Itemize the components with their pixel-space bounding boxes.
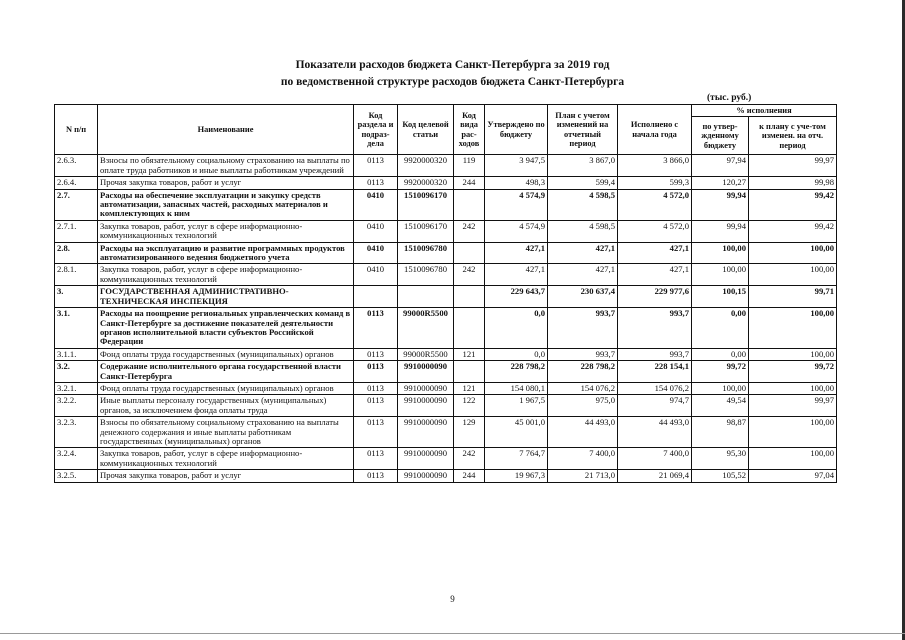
cell-target-code: 99000R5500: [398, 348, 454, 360]
cell-approved: 4 574,9: [485, 220, 548, 242]
cell-approved: 1 967,5: [485, 395, 548, 417]
cell-section-code: 0113: [354, 382, 398, 394]
cell-target-code: 9920000320: [398, 155, 454, 177]
cell-num: 2.8.1.: [55, 264, 98, 286]
cell-section-code: [354, 286, 398, 308]
cell-name: Иные выплаты персоналу государственных (муниципальных) органов, за исключением фонда оплаты труда: [98, 395, 354, 417]
cell-percent-approved: 100,00: [692, 242, 749, 264]
cell-expense-kind-code: 242: [454, 220, 485, 242]
header-expense-kind-code: Код вида рас-ходов: [454, 105, 485, 155]
cell-target-code: 99000R5500: [398, 308, 454, 349]
cell-target-code: 1510096170: [398, 189, 454, 220]
cell-executed: 599,3: [618, 177, 692, 189]
cell-num: 2.7.1.: [55, 220, 98, 242]
cell-percent-plan: 100,00: [749, 417, 837, 448]
cell-num: 3.2.4.: [55, 448, 98, 470]
cell-expense-kind-code: 244: [454, 470, 485, 482]
cell-plan: 993,7: [548, 348, 618, 360]
cell-approved: 19 967,3: [485, 470, 548, 482]
header-percent-plan: к плану с уче-том изменен. на отч. период: [749, 117, 837, 155]
budget-table: [54, 104, 837, 483]
cell-executed: 228 154,1: [618, 361, 692, 383]
cell-percent-approved: 49,54: [692, 395, 749, 417]
cell-executed: 21 069,4: [618, 470, 692, 482]
scan-line: [0, 633, 905, 634]
cell-num: 2.6.4.: [55, 177, 98, 189]
cell-section-code: 0113: [354, 448, 398, 470]
cell-approved: 0,0: [485, 348, 548, 360]
cell-approved: 498,3: [485, 177, 548, 189]
cell-target-code: 9920000320: [398, 177, 454, 189]
cell-percent-plan: 99,72: [749, 361, 837, 383]
cell-percent-plan: 100,00: [749, 264, 837, 286]
cell-plan: 21 713,0: [548, 470, 618, 482]
table-body: [55, 155, 837, 482]
cell-percent-plan: 99,71: [749, 286, 837, 308]
cell-num: 3.2.5.: [55, 470, 98, 482]
cell-percent-plan: 99,97: [749, 155, 837, 177]
cell-approved: 229 643,7: [485, 286, 548, 308]
header-section-code: Код раздела и подраз-дела: [354, 105, 398, 155]
cell-percent-plan: 100,00: [749, 382, 837, 394]
header-plan: План с учетом изменений на отчетный период: [548, 105, 618, 155]
cell-expense-kind-code: [454, 308, 485, 349]
cell-plan: 44 493,0: [548, 417, 618, 448]
cell-section-code: 0113: [354, 177, 398, 189]
cell-approved: 427,1: [485, 264, 548, 286]
cell-section-code: 0113: [354, 348, 398, 360]
cell-name: ГОСУДАРСТВЕННАЯ АДМИНИСТРАТИВНО-ТЕХНИЧЕСКАЯ ИНСПЕКЦИЯ: [98, 286, 354, 308]
cell-name: Фонд оплаты труда государственных (муниципальных) органов: [98, 348, 354, 360]
cell-plan: 230 637,4: [548, 286, 618, 308]
cell-approved: 228 798,2: [485, 361, 548, 383]
cell-approved: 4 574,9: [485, 189, 548, 220]
cell-percent-plan: 100,00: [749, 308, 837, 349]
cell-target-code: 1510096170: [398, 220, 454, 242]
cell-section-code: 0410: [354, 264, 398, 286]
cell-num: 3.2.: [55, 361, 98, 383]
cell-section-code: 0113: [354, 361, 398, 383]
cell-name: Закупка товаров, работ, услуг в сфере информационно-коммуникационных технологий: [98, 448, 354, 470]
cell-name: Закупка товаров, работ, услуг в сфере информационно-коммуникационных технологий: [98, 264, 354, 286]
cell-percent-plan: 99,42: [749, 220, 837, 242]
cell-executed: 154 076,2: [618, 382, 692, 394]
cell-percent-approved: 100,00: [692, 264, 749, 286]
cell-section-code: 0113: [354, 155, 398, 177]
cell-percent-approved: 99,94: [692, 189, 749, 220]
header-percent-approved: по утвер-жденному бюджету: [692, 117, 749, 155]
cell-target-code: 9910000090: [398, 417, 454, 448]
cell-executed: 7 400,0: [618, 448, 692, 470]
table-row: [55, 189, 837, 220]
table-row: [55, 286, 837, 308]
table-row: [55, 308, 837, 349]
cell-num: 3.2.2.: [55, 395, 98, 417]
cell-section-code: 0113: [354, 470, 398, 482]
cell-percent-approved: 99,94: [692, 220, 749, 242]
cell-executed: 3 866,0: [618, 155, 692, 177]
header-name: Наименование: [98, 105, 354, 155]
cell-approved: 3 947,5: [485, 155, 548, 177]
cell-expense-kind-code: [454, 361, 485, 383]
cell-num: 3.2.1.: [55, 382, 98, 394]
cell-approved: 154 080,1: [485, 382, 548, 394]
cell-expense-kind-code: [454, 242, 485, 264]
cell-percent-approved: 120,27: [692, 177, 749, 189]
cell-target-code: 9910000090: [398, 470, 454, 482]
cell-approved: 427,1: [485, 242, 548, 264]
cell-num: 3.1.: [55, 308, 98, 349]
cell-percent-approved: 97,94: [692, 155, 749, 177]
cell-num: 2.6.3.: [55, 155, 98, 177]
cell-expense-kind-code: [454, 286, 485, 308]
cell-percent-approved: 0,00: [692, 348, 749, 360]
table-row: [55, 470, 837, 482]
cell-name: Расходы на эксплуатацию и развитие программных продуктов автоматизированного ведения бюджетного учета: [98, 242, 354, 264]
cell-percent-approved: 105,52: [692, 470, 749, 482]
cell-section-code: 0113: [354, 308, 398, 349]
cell-name: Взносы по обязательному социальному страхованию на выплаты денежного содержания и иные выплаты работникам государственных (муниципальных) органов: [98, 417, 354, 448]
cell-plan: 993,7: [548, 308, 618, 349]
cell-executed: 427,1: [618, 242, 692, 264]
cell-name: Прочая закупка товаров, работ и услуг: [98, 470, 354, 482]
cell-target-code: 1510096780: [398, 242, 454, 264]
cell-percent-approved: 95,30: [692, 448, 749, 470]
cell-expense-kind-code: 242: [454, 448, 485, 470]
cell-executed: 974,7: [618, 395, 692, 417]
cell-percent-plan: 100,00: [749, 448, 837, 470]
cell-target-code: 9910000090: [398, 382, 454, 394]
cell-plan: 599,4: [548, 177, 618, 189]
cell-expense-kind-code: [454, 189, 485, 220]
cell-executed: 427,1: [618, 264, 692, 286]
table-row: [55, 155, 837, 177]
title-line-2: по ведомственной структуре расходов бюджета Санкт-Петербурга: [280, 76, 625, 88]
cell-expense-kind-code: 121: [454, 382, 485, 394]
cell-num: 3.: [55, 286, 98, 308]
cell-expense-kind-code: 122: [454, 395, 485, 417]
table-row: [55, 348, 837, 360]
cell-percent-plan: 100,00: [749, 348, 837, 360]
cell-expense-kind-code: 119: [454, 155, 485, 177]
cell-approved: 7 764,7: [485, 448, 548, 470]
cell-target-code: [398, 286, 454, 308]
cell-section-code: 0113: [354, 417, 398, 448]
cell-percent-plan: 99,42: [749, 189, 837, 220]
title-line-1: Показатели расходов бюджета Санкт-Петербурга за 2019 год: [295, 59, 610, 71]
cell-executed: 229 977,6: [618, 286, 692, 308]
cell-percent-approved: 98,87: [692, 417, 749, 448]
cell-plan: 4 598,5: [548, 189, 618, 220]
cell-target-code: 1510096780: [398, 264, 454, 286]
cell-name: Закупка товаров, работ, услуг в сфере информационно-коммуникационных технологий: [98, 220, 354, 242]
cell-plan: 3 867,0: [548, 155, 618, 177]
header-percent-group: % исполнения: [692, 105, 837, 117]
header-target-code: Код целевой статьи: [398, 105, 454, 155]
cell-executed: 44 493,0: [618, 417, 692, 448]
table-row: [55, 264, 837, 286]
table-row: [55, 177, 837, 189]
cell-num: 3.2.3.: [55, 417, 98, 448]
header-approved: Утверждено по бюджету: [485, 105, 548, 155]
cell-name: Взносы по обязательному социальному страхованию на выплаты по оплате труда работников и иные выплаты работникам учреждений: [98, 155, 354, 177]
cell-approved: 0,0: [485, 308, 548, 349]
document-title: [0, 57, 905, 91]
cell-percent-approved: 0,00: [692, 308, 749, 349]
cell-name: Фонд оплаты труда государственных (муниципальных) органов: [98, 382, 354, 394]
table-row: [55, 361, 837, 383]
cell-plan: 975,0: [548, 395, 618, 417]
cell-percent-plan: 97,04: [749, 470, 837, 482]
table-row: [55, 242, 837, 264]
cell-plan: 427,1: [548, 264, 618, 286]
cell-name: Прочая закупка товаров, работ и услуг: [98, 177, 354, 189]
cell-section-code: 0410: [354, 189, 398, 220]
table-row: [55, 395, 837, 417]
units-label: (тыс. руб.): [707, 93, 752, 103]
cell-name: Расходы на обеспечение эксплуатации и закупку средств автоматизации, запасных частей, расходных материалов и комплектующих к ним: [98, 189, 354, 220]
cell-num: 2.7.: [55, 189, 98, 220]
cell-plan: 228 798,2: [548, 361, 618, 383]
cell-section-code: 0410: [354, 220, 398, 242]
cell-approved: 45 001,0: [485, 417, 548, 448]
table-row: [55, 382, 837, 394]
cell-percent-approved: 100,00: [692, 382, 749, 394]
cell-num: 3.1.1.: [55, 348, 98, 360]
table-row: [55, 417, 837, 448]
cell-percent-approved: 99,72: [692, 361, 749, 383]
cell-target-code: 9910000090: [398, 361, 454, 383]
cell-executed: 993,7: [618, 308, 692, 349]
cell-percent-plan: 99,98: [749, 177, 837, 189]
cell-percent-approved: 100,15: [692, 286, 749, 308]
cell-executed: 4 572,0: [618, 189, 692, 220]
table-header: [55, 105, 837, 155]
cell-expense-kind-code: 242: [454, 264, 485, 286]
cell-name: Содержание исполнительного органа государственной власти Санкт-Петербурга: [98, 361, 354, 383]
cell-section-code: 0113: [354, 395, 398, 417]
cell-plan: 154 076,2: [548, 382, 618, 394]
cell-expense-kind-code: 121: [454, 348, 485, 360]
cell-percent-plan: 100,00: [749, 242, 837, 264]
cell-plan: 7 400,0: [548, 448, 618, 470]
header-executed: Исполнено с начала года: [618, 105, 692, 155]
header-num: N п/п: [55, 105, 98, 155]
cell-percent-plan: 99,97: [749, 395, 837, 417]
cell-section-code: 0410: [354, 242, 398, 264]
cell-plan: 427,1: [548, 242, 618, 264]
cell-expense-kind-code: 129: [454, 417, 485, 448]
cell-name: Расходы на поощрение региональных управленческих команд в Санкт-Петербурге за достижение показателей деятельности органов исполнительной власти субъектов Российской Федерации: [98, 308, 354, 349]
cell-target-code: 9910000090: [398, 448, 454, 470]
cell-target-code: 9910000090: [398, 395, 454, 417]
table-row: [55, 220, 837, 242]
cell-expense-kind-code: 244: [454, 177, 485, 189]
page-number: 9: [450, 594, 455, 604]
cell-executed: 993,7: [618, 348, 692, 360]
table-row: [55, 448, 837, 470]
cell-num: 2.8.: [55, 242, 98, 264]
cell-executed: 4 572,0: [618, 220, 692, 242]
cell-plan: 4 598,5: [548, 220, 618, 242]
